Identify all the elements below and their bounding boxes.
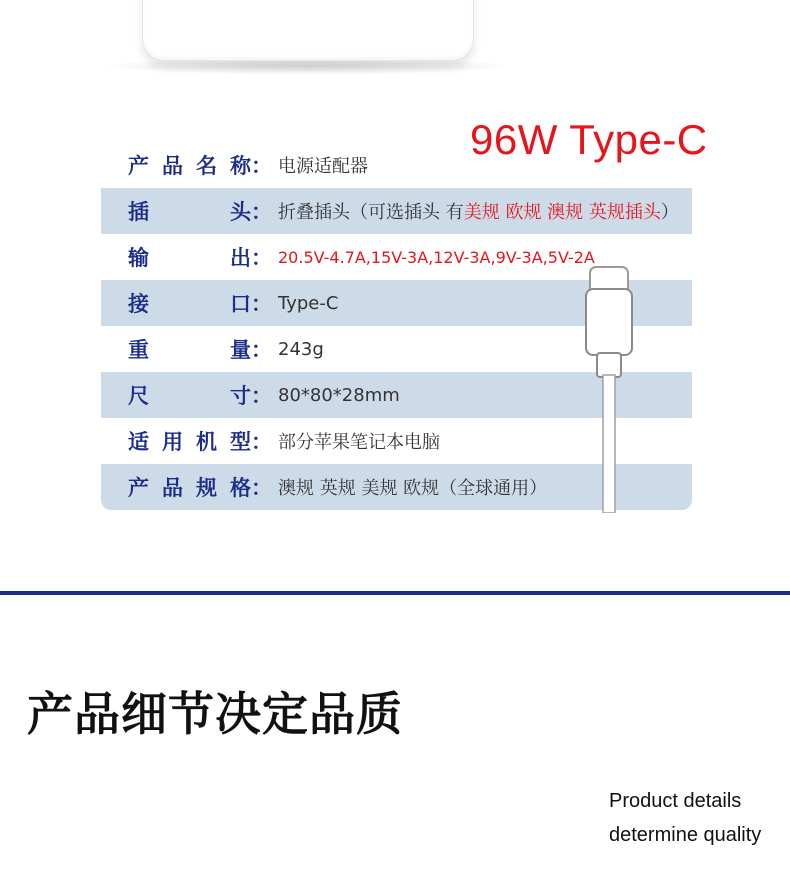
spec-label bbox=[101, 150, 251, 180]
label-char: 适 bbox=[128, 430, 149, 454]
label-char: 产 bbox=[128, 154, 149, 178]
spec-label bbox=[101, 472, 251, 502]
label-char: 接 bbox=[128, 292, 149, 316]
label-char: 产 bbox=[128, 476, 149, 500]
spec-label bbox=[101, 334, 251, 364]
label-char: 量 bbox=[230, 338, 251, 362]
label-char: 口 bbox=[230, 292, 251, 316]
section-subtitle-line: determine quality bbox=[609, 824, 762, 846]
label-char: 尺 bbox=[128, 384, 149, 408]
spec-value bbox=[278, 198, 679, 224]
spec-value: 澳规 英规 美规 欧规（全球通用） bbox=[278, 478, 548, 499]
spec-colon: ： bbox=[251, 292, 272, 316]
spec-colon: ： bbox=[251, 246, 272, 270]
label-char: 名 bbox=[196, 154, 217, 178]
spec-value-part: 折叠插头（可选插头 有 bbox=[278, 202, 464, 223]
section-subtitle-line: Product details bbox=[609, 790, 742, 812]
label-char: 规 bbox=[196, 476, 217, 500]
spec-colon: ： bbox=[251, 476, 272, 500]
label-char: 用 bbox=[162, 430, 183, 454]
label-char: 出 bbox=[230, 246, 251, 270]
spec-row-plug bbox=[101, 188, 692, 234]
spec-colon: ： bbox=[251, 384, 272, 408]
spec-label bbox=[101, 288, 251, 318]
label-char: 输 bbox=[128, 246, 149, 270]
spec-value: 80*80*28mm bbox=[278, 384, 400, 406]
spec-value: Type-C bbox=[278, 292, 339, 314]
section-divider bbox=[0, 591, 790, 595]
label-char: 插 bbox=[128, 200, 149, 224]
spec-colon: ： bbox=[251, 338, 272, 362]
spec-value: 电源适配器 bbox=[278, 156, 368, 177]
label-char: 头 bbox=[230, 200, 251, 224]
spec-label bbox=[101, 380, 251, 410]
spec-value: 部分苹果笔记本电脑 bbox=[278, 432, 440, 453]
spec-row-name bbox=[101, 142, 692, 188]
spec-colon: ： bbox=[251, 154, 272, 178]
adapter-image bbox=[0, 0, 790, 100]
label-char: 机 bbox=[196, 430, 217, 454]
spec-label bbox=[101, 242, 251, 272]
label-char: 品 bbox=[162, 154, 183, 178]
spec-value-part: ） bbox=[660, 202, 679, 223]
label-char: 重 bbox=[128, 338, 149, 362]
spec-label bbox=[101, 196, 251, 226]
section-subtitle bbox=[609, 784, 761, 852]
adapter-body bbox=[142, 0, 474, 61]
label-char: 型 bbox=[230, 430, 251, 454]
label-char: 格 bbox=[230, 476, 251, 500]
usb-c-cable-icon bbox=[584, 265, 636, 513]
spec-colon: ： bbox=[251, 200, 272, 224]
product-title: 96W Type-C bbox=[470, 116, 708, 163]
spec-value: 243g bbox=[278, 338, 324, 360]
spec-colon: ： bbox=[251, 430, 272, 454]
label-char: 称 bbox=[230, 154, 251, 178]
spec-value: 20.5V-4.7A,15V-3A,12V-3A,9V-3A,5V-2A bbox=[278, 247, 595, 267]
spec-label bbox=[101, 426, 251, 456]
spec-value-highlight: 美规 欧规 澳规 英规插头 bbox=[463, 202, 661, 223]
section-title: 产品细节决定品质 bbox=[27, 687, 403, 741]
label-char: 品 bbox=[162, 476, 183, 500]
label-char: 寸 bbox=[230, 384, 251, 408]
